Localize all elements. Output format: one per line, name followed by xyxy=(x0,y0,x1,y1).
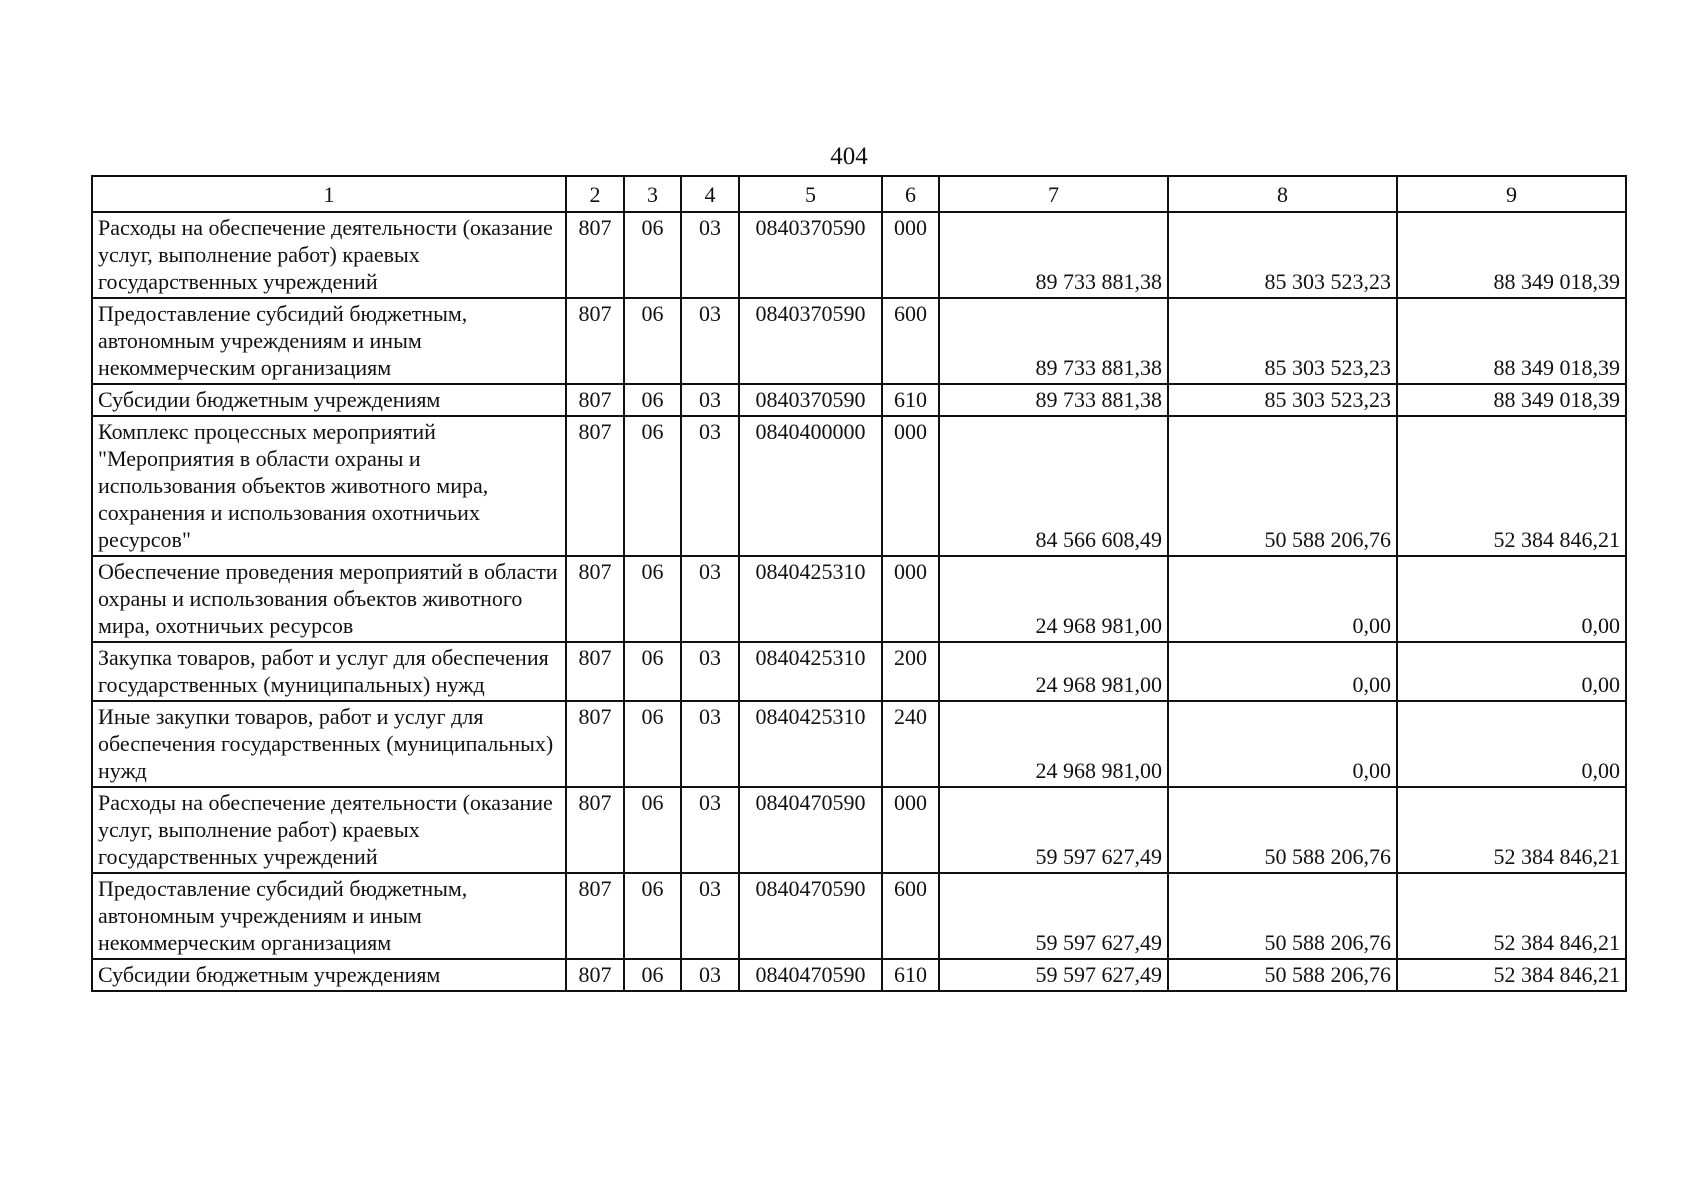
amount-col7: 89 733 881,38 xyxy=(939,212,1168,298)
amount-col7: 24 968 981,00 xyxy=(939,556,1168,642)
amount-col9: 88 349 018,39 xyxy=(1397,384,1626,416)
expense-type-code: 600 xyxy=(882,873,939,959)
header-row xyxy=(92,176,1626,212)
subsection-code: 03 xyxy=(681,873,739,959)
section-code: 06 xyxy=(624,384,681,416)
target-article-code: 0840470590 xyxy=(739,873,882,959)
column-header-7: 7 xyxy=(939,176,1168,212)
expense-type-code: 610 xyxy=(882,959,939,991)
row-name: Предоставление субсидий бюджетным, автономным учреждениям и иным некоммерческим организациям xyxy=(92,873,566,959)
table-row xyxy=(92,384,1626,416)
amount-col9: 0,00 xyxy=(1397,701,1626,787)
admin-code: 807 xyxy=(566,959,624,991)
amount-col8: 50 588 206,76 xyxy=(1168,873,1397,959)
target-article-code: 0840425310 xyxy=(739,701,882,787)
column-header-8: 8 xyxy=(1168,176,1397,212)
subsection-code: 03 xyxy=(681,556,739,642)
column-header-1: 1 xyxy=(92,176,566,212)
row-name: Расходы на обеспечение деятельности (оказание услуг, выполнение работ) краевых государственных учреждений xyxy=(92,212,566,298)
target-article-code: 0840425310 xyxy=(739,642,882,701)
expense-type-code: 000 xyxy=(882,787,939,873)
row-name: Расходы на обеспечение деятельности (оказание услуг, выполнение работ) краевых государственных учреждений xyxy=(92,787,566,873)
budget-table xyxy=(91,175,1627,992)
table-body xyxy=(92,212,1626,991)
expense-type-code: 000 xyxy=(882,212,939,298)
subsection-code: 03 xyxy=(681,959,739,991)
subsection-code: 03 xyxy=(681,384,739,416)
expense-type-code: 000 xyxy=(882,416,939,556)
target-article-code: 0840370590 xyxy=(739,384,882,416)
expense-type-code: 610 xyxy=(882,384,939,416)
column-header-5: 5 xyxy=(739,176,882,212)
column-header-4: 4 xyxy=(681,176,739,212)
table-row xyxy=(92,959,1626,991)
amount-col9: 0,00 xyxy=(1397,556,1626,642)
page-number: 404 xyxy=(830,143,868,170)
target-article-code: 0840470590 xyxy=(739,787,882,873)
amount-col7: 89 733 881,38 xyxy=(939,298,1168,384)
row-name: Субсидии бюджетным учреждениям xyxy=(92,959,566,991)
expense-type-code: 600 xyxy=(882,298,939,384)
expense-type-code: 240 xyxy=(882,701,939,787)
amount-col7: 24 968 981,00 xyxy=(939,701,1168,787)
row-name: Обеспечение проведения мероприятий в области охраны и использования объектов животного мира, охотничьих ресурсов xyxy=(92,556,566,642)
amount-col8: 85 303 523,23 xyxy=(1168,298,1397,384)
amount-col9: 52 384 846,21 xyxy=(1397,787,1626,873)
section-code: 06 xyxy=(624,642,681,701)
section-code: 06 xyxy=(624,298,681,384)
subsection-code: 03 xyxy=(681,787,739,873)
amount-col8: 50 588 206,76 xyxy=(1168,416,1397,556)
row-name: Комплекс процессных мероприятий "Мероприятия в области охраны и использования объектов животного мира, сохранения и использования охотничьих ресурсов" xyxy=(92,416,566,556)
target-article-code: 0840470590 xyxy=(739,959,882,991)
subsection-code: 03 xyxy=(681,701,739,787)
column-header-3: 3 xyxy=(624,176,681,212)
table-row xyxy=(92,416,1626,556)
subsection-code: 03 xyxy=(681,212,739,298)
amount-col8: 50 588 206,76 xyxy=(1168,787,1397,873)
section-code: 06 xyxy=(624,787,681,873)
amount-col7: 24 968 981,00 xyxy=(939,642,1168,701)
column-header-6: 6 xyxy=(882,176,939,212)
target-article-code: 0840370590 xyxy=(739,298,882,384)
amount-col7: 59 597 627,49 xyxy=(939,873,1168,959)
section-code: 06 xyxy=(624,959,681,991)
row-name: Субсидии бюджетным учреждениям xyxy=(92,384,566,416)
section-code: 06 xyxy=(624,212,681,298)
table-row xyxy=(92,787,1626,873)
subsection-code: 03 xyxy=(681,416,739,556)
admin-code: 807 xyxy=(566,556,624,642)
amount-col8: 0,00 xyxy=(1168,642,1397,701)
table-row xyxy=(92,701,1626,787)
admin-code: 807 xyxy=(566,384,624,416)
amount-col7: 59 597 627,49 xyxy=(939,959,1168,991)
amount-col8: 0,00 xyxy=(1168,556,1397,642)
row-name: Предоставление субсидий бюджетным, автономным учреждениям и иным некоммерческим организациям xyxy=(92,298,566,384)
admin-code: 807 xyxy=(566,873,624,959)
table-row xyxy=(92,212,1626,298)
column-header-9: 9 xyxy=(1397,176,1626,212)
expense-type-code: 000 xyxy=(882,556,939,642)
expense-type-code: 200 xyxy=(882,642,939,701)
amount-col8: 0,00 xyxy=(1168,701,1397,787)
amount-col8: 50 588 206,76 xyxy=(1168,959,1397,991)
row-name: Закупка товаров, работ и услуг для обеспечения государственных (муниципальных) нужд xyxy=(92,642,566,701)
amount-col7: 59 597 627,49 xyxy=(939,787,1168,873)
subsection-code: 03 xyxy=(681,298,739,384)
admin-code: 807 xyxy=(566,642,624,701)
amount-col7: 89 733 881,38 xyxy=(939,384,1168,416)
table-row xyxy=(92,873,1626,959)
target-article-code: 0840425310 xyxy=(739,556,882,642)
table-row xyxy=(92,642,1626,701)
section-code: 06 xyxy=(624,873,681,959)
admin-code: 807 xyxy=(566,416,624,556)
column-header-2: 2 xyxy=(566,176,624,212)
amount-col9: 52 384 846,21 xyxy=(1397,416,1626,556)
row-name: Иные закупки товаров, работ и услуг для обеспечения государственных (муниципальных) нужд xyxy=(92,701,566,787)
table-row xyxy=(92,298,1626,384)
target-article-code: 0840400000 xyxy=(739,416,882,556)
amount-col9: 0,00 xyxy=(1397,642,1626,701)
admin-code: 807 xyxy=(566,701,624,787)
admin-code: 807 xyxy=(566,212,624,298)
amount-col8: 85 303 523,23 xyxy=(1168,384,1397,416)
section-code: 06 xyxy=(624,416,681,556)
amount-col9: 52 384 846,21 xyxy=(1397,959,1626,991)
subsection-code: 03 xyxy=(681,642,739,701)
section-code: 06 xyxy=(624,701,681,787)
target-article-code: 0840370590 xyxy=(739,212,882,298)
admin-code: 807 xyxy=(566,787,624,873)
amount-col8: 85 303 523,23 xyxy=(1168,212,1397,298)
section-code: 06 xyxy=(624,556,681,642)
amount-col7: 84 566 608,49 xyxy=(939,416,1168,556)
table-header xyxy=(92,176,1626,212)
table-row xyxy=(92,556,1626,642)
amount-col9: 88 349 018,39 xyxy=(1397,298,1626,384)
amount-col9: 88 349 018,39 xyxy=(1397,212,1626,298)
admin-code: 807 xyxy=(566,298,624,384)
amount-col9: 52 384 846,21 xyxy=(1397,873,1626,959)
